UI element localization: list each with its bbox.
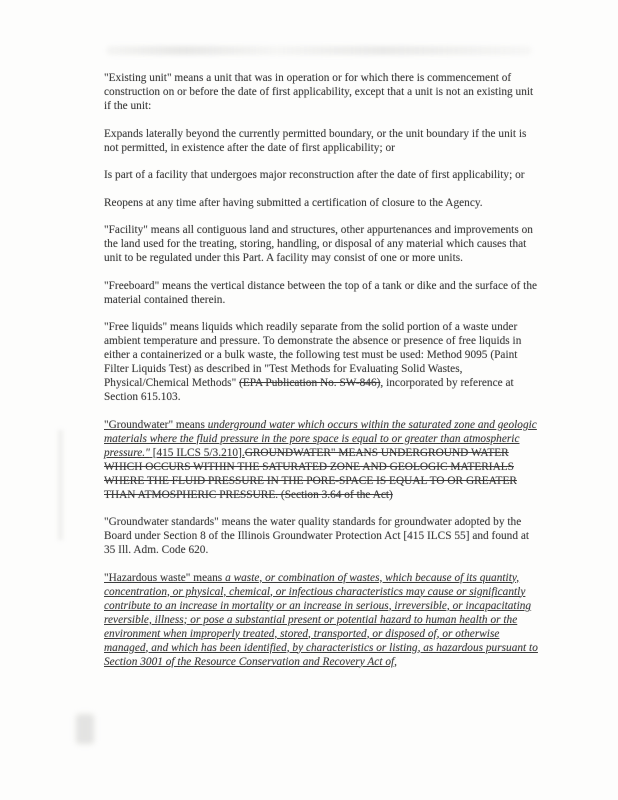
inserted-statutory-text: a waste, or combination of wastes, which because of its quantity, concentration, or physical, chemical, or infectious characteristics may cause or significantly contribute to an increase in mortality or an increase in serious, irreversible, or incapacitating reversible, illness; or pose a substantial present or potential hazard to human health or the environment when improperly treated, stored, transported, or disposed of, or otherwise managed, and which has been identified, by characteristics or listing, as hazardous pursuant to Section 3001 of the Resource Conservation and Recovery Act of, [104, 571, 538, 668]
deleted-text: (EPA Publication No. SW-846) [239, 377, 381, 389]
existing-unit-clause-expands [104, 127, 542, 155]
paragraph-text: "Facility" means all contiguous land and structures, other appurtenances and improvements on the land used for the treating, storing, handling, or disposal of any material which causes that unit to be regulated under this Part. A facility may consist of one or more units. [104, 224, 533, 264]
paragraph-text: "Groundwater standards" means the water quality standards for groundwater adopted by the Board under Section 8 of the Illinois Groundwater Protection Act [415 ILCS 55] and found at 35 Ill. Adm. Code 620. [104, 516, 530, 556]
definition-groundwater-standards [104, 515, 542, 557]
definition-freeboard [104, 279, 542, 307]
inserted-statutory-text: underground water which occurs within the saturated zone and geologic materials where the fluid pressure in the pore space is equal to or greater than atmospheric pressure." [104, 418, 537, 459]
definition-free-liquids [104, 320, 542, 404]
definition-hazardous-waste [104, 571, 542, 669]
paragraph-text: Reopens at any time after having submitted a certification of closure to the Agency. [104, 196, 483, 209]
paragraph-text: Expands laterally beyond the currently permitted boundary, or the unit boundary if the unit is not permitted, in existence after the date of first applicability; or [104, 127, 527, 154]
scan-artifact-top-band [106, 46, 532, 55]
paragraph-text: , incorporated by reference at Section 615.103. [104, 377, 514, 403]
paragraph-text: "Existing unit" means a unit that was in operation or for which there is commencement of construction on or before the date of first applicability, except that a unit is not an existing unit if the unit: [104, 72, 534, 112]
inserted-text: "Groundwater" means [104, 418, 208, 431]
inserted-text: "Hazardous waste" means [104, 571, 226, 584]
definition-groundwater [104, 418, 542, 502]
existing-unit-clause-reopens [104, 196, 542, 210]
paragraph-text: Is part of a facility that undergoes major reconstruction after the date of first applicability; or [104, 169, 525, 181]
scan-artifact-bottom-left [76, 714, 94, 744]
deleted-text: GROUNDWATER" MEANS UNDERGROUND WATER WHICH OCCURS WITHIN THE SATURATED ZONE AND GEOLOGIC MATERIALS WHERE THE FLUID PRESSURE IN THE PORE-SPACE IS EQUAL TO OR GREATER THAN ATMOSPHERIC PRESSURE. (Section 3.64 of the Act) [104, 446, 517, 501]
definition-facility [104, 223, 542, 265]
document-content [104, 71, 542, 682]
definition-existing-unit [104, 71, 542, 113]
existing-unit-clause-reconstruction [104, 168, 542, 182]
paragraph-text: "Freeboard" means the vertical distance between the top of a tank or dike and the surface of the material contained therein. [104, 279, 538, 306]
inserted-citation: [415 ILCS 5/3.210]. [149, 446, 245, 459]
paragraph-text: "Free liquids" means liquids which readily separate from the solid portion of a waste under ambient temperature and pressure. To demonstrate the absence or presence of free liquids in either a containerized or a bulk waste, the following test must be used: Method 9095 (Paint Filter Liquids Test) as described in "Test Methods for Evaluating Solid Wastes, Physical/Chemical Methods" [104, 321, 522, 389]
scan-artifact-left-edge [58, 430, 63, 540]
